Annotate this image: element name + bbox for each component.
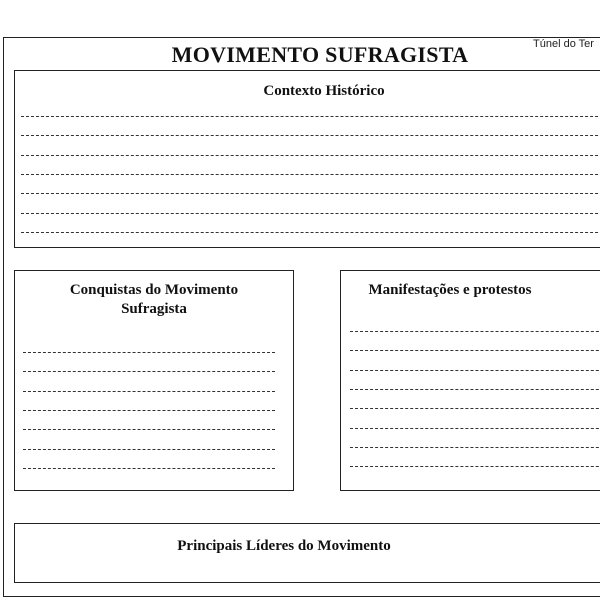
writing-line[interactable]	[21, 193, 600, 194]
writing-line[interactable]	[350, 370, 600, 371]
writing-line[interactable]	[21, 213, 600, 214]
writing-line[interactable]	[23, 410, 275, 411]
conquests-heading-line2: Sufragista	[121, 301, 187, 317]
writing-line[interactable]	[350, 466, 600, 467]
writing-line[interactable]	[23, 371, 275, 372]
writing-line[interactable]	[21, 135, 600, 136]
writing-line[interactable]	[21, 232, 600, 233]
writing-line[interactable]	[350, 331, 600, 332]
context-writing-lines[interactable]	[21, 116, 600, 246]
leaders-section	[14, 523, 600, 583]
protests-section	[340, 270, 600, 491]
writing-line[interactable]	[21, 174, 600, 175]
conquests-writing-lines[interactable]	[23, 352, 275, 482]
credit-text: Túnel do Ter	[533, 38, 594, 50]
conquests-heading-line1: Conquistas do Movimento	[69, 282, 239, 298]
writing-line[interactable]	[350, 408, 600, 409]
conquests-section	[14, 270, 294, 491]
writing-line[interactable]	[23, 468, 275, 469]
context-heading: Contexto Histórico	[263, 83, 385, 99]
leaders-heading: Principais Líderes do Movimento	[177, 538, 391, 554]
protests-heading: Manifestações e protestos	[368, 282, 532, 298]
page-title: MOVIMENTO SUFRAGISTA	[171, 42, 469, 67]
writing-line[interactable]	[21, 155, 600, 156]
writing-line[interactable]	[23, 429, 275, 430]
writing-line[interactable]	[23, 352, 275, 353]
writing-line[interactable]	[350, 389, 600, 390]
writing-line[interactable]	[350, 428, 600, 429]
protests-writing-lines[interactable]	[350, 331, 600, 476]
writing-line[interactable]	[21, 116, 600, 117]
writing-line[interactable]	[23, 391, 275, 392]
writing-line[interactable]	[350, 350, 600, 351]
writing-line[interactable]	[23, 449, 275, 450]
context-section	[14, 70, 600, 248]
writing-line[interactable]	[350, 447, 600, 448]
